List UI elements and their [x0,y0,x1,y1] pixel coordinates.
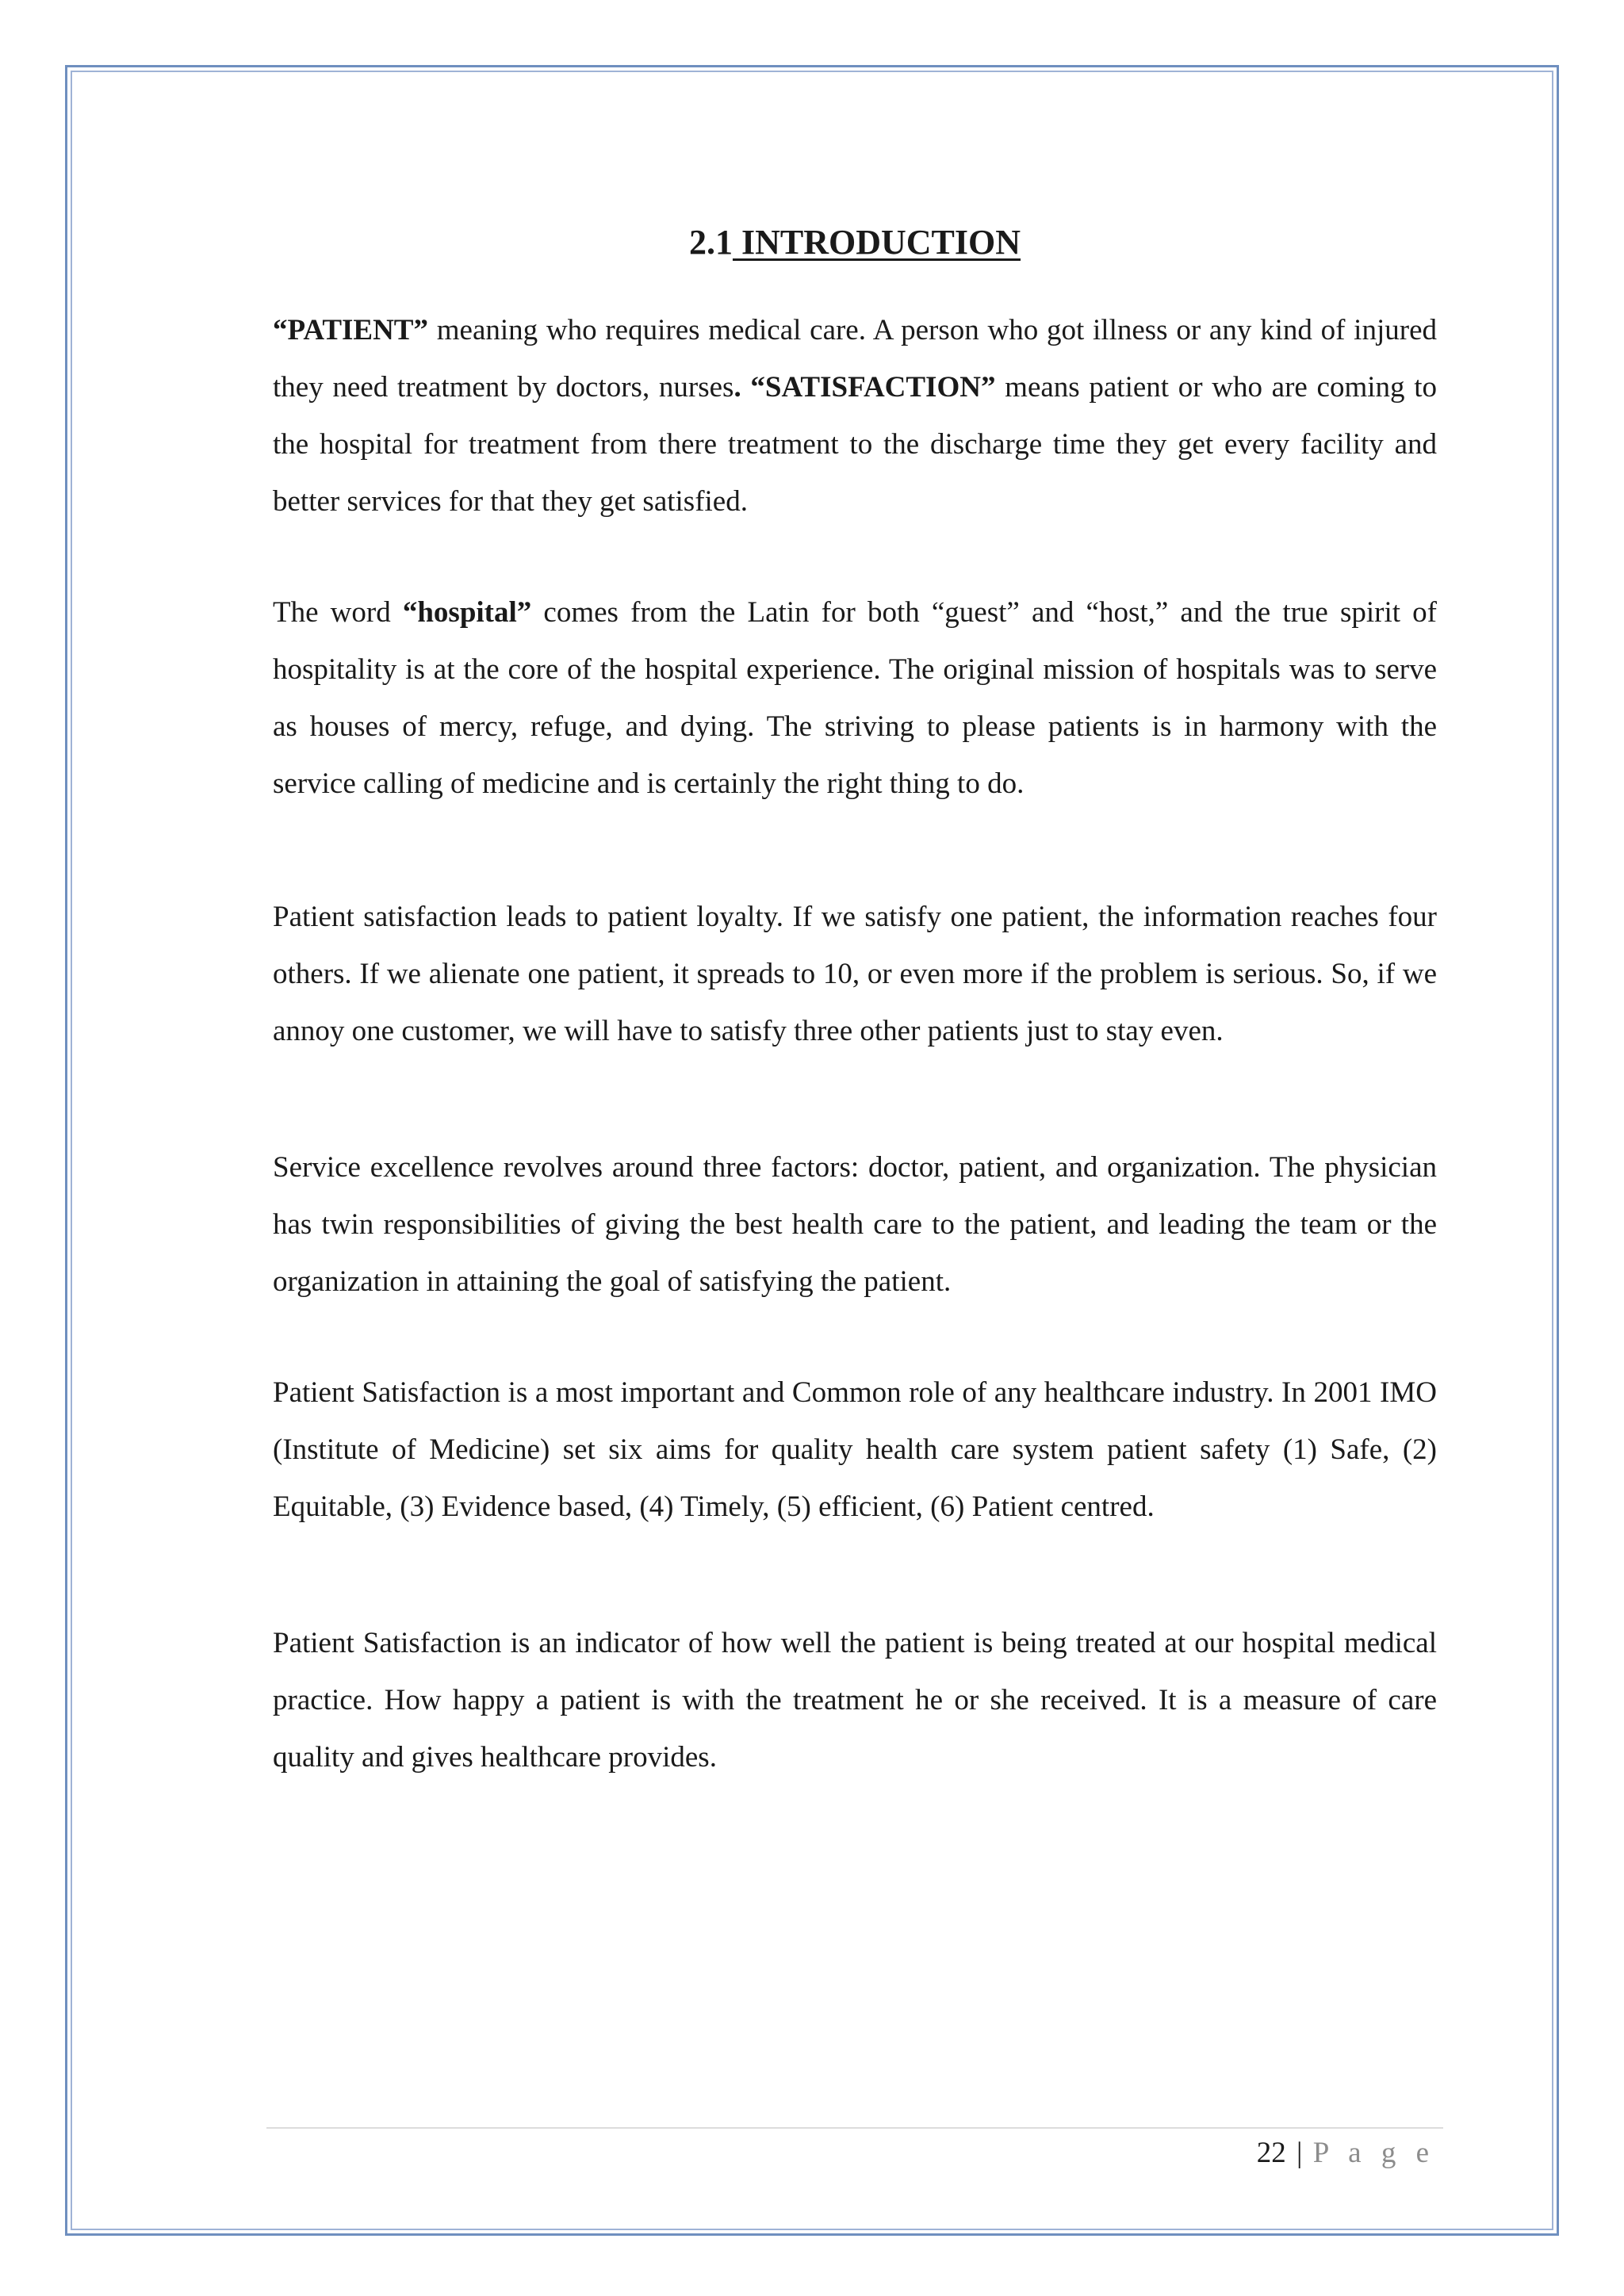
paragraph-text: means patient or who are coming to the hospital for treatment from there treatment to the discharge time they get every facility and better services for that they get satisfied. [273,370,1437,518]
term-patient: “PATIENT” [273,313,428,346]
footer-divider [266,2127,1443,2129]
paragraph-text: comes from the Latin for both “guest” and “host,” and the true spirit of hospitality is at the core of the hospital experience. The original mission of hospitals was to serve as houses of mercy, refuge, and dying. The striving to please patients is in harmony with the service calling of medicine and is certainly the right thing to do. [273,595,1437,800]
section-number: 2.1 [688,223,733,262]
term-hospital: “hospital” [402,595,532,629]
term-satisfaction: . “SATISFACTION” [733,370,996,404]
section-heading [273,222,1437,264]
paragraph-text: The word [273,595,403,629]
paragraph-patient-definition [273,302,1437,530]
page-number: 22 [1256,2137,1286,2169]
page-content [273,222,1437,1786]
page-label: P a g e [1312,2137,1435,2169]
paragraph-satisfaction-indicator: Patient Satisfaction is an indicator of how well the patient is being treated at our hospital medical practice. How happy a patient is with the treatment he or she received. It is a measure of care quality and gives healthcare provides. [273,1626,1437,1774]
footer-separator: | [1297,2137,1303,2169]
paragraph-patient-loyalty: Patient satisfaction leads to patient loyalty. If we satisfy one patient, the information reaches four others. If we alienate one patient, it spreads to 10, or even more if the problem is serious. So, if we annoy one customer, we will have to satisfy three other patients just to stay even. [273,900,1437,1047]
paragraph-imo-aims: Patient Satisfaction is a most important and Common role of any healthcare industry. In 2001 IMO (Institute of Medicine) set six aims for quality health care system patient safety (1) Safe, (2) Equitable, (3) Evidence based, (4) Timely, (5) efficient, (6) Patient centred. [273,1376,1437,1523]
paragraph-service-excellence: Service excellence revolves around three factors: doctor, patient, and organization. The physician has twin responsibilities of giving the best health care to the patient, and leading the team or the organization in attaining the goal of satisfying the patient. [273,1150,1437,1298]
paragraph-text: meaning who requires medical care. A person who got illness or any kind of injured they need treatment by doctors, nurses [273,313,1437,404]
page-footer [1257,2134,1435,2172]
paragraph-hospital-origin [273,584,1437,813]
section-title: INTRODUCTION [732,223,1021,262]
